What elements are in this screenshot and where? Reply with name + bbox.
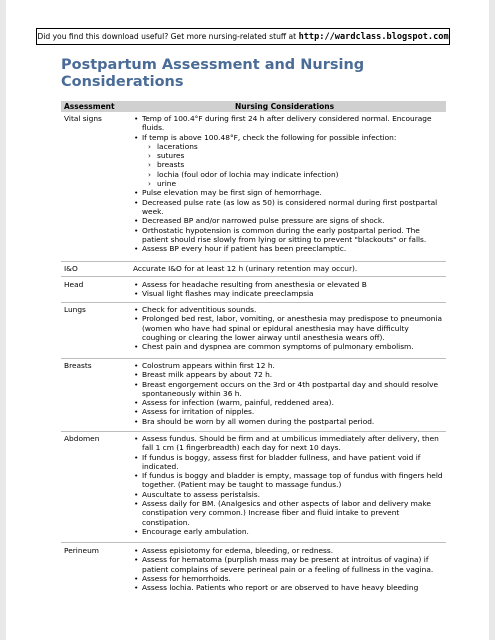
sub-list-item: › lochia (foul odor of lochia may indicate infection) xyxy=(133,170,445,179)
header-nursing-considerations: Nursing Considerations xyxy=(235,102,335,111)
considerations-list xyxy=(133,434,445,536)
document-page xyxy=(6,0,489,640)
sub-list-item: › sutures xyxy=(133,151,445,160)
list-item: • Visual light flashes may indicate preeclampsia xyxy=(133,289,445,298)
list-item: • Assess for infection (warm, painful, reddened area). xyxy=(133,398,445,407)
list-item: • Assess fundus. Should be firm and at umbilicus immediately after delivery, then fall 1 cm (1 fingerbreadth) each day for next 10 days. xyxy=(133,434,445,453)
list-item: • Chest pain and dyspnea are common symptoms of pulmonary embolism. xyxy=(133,342,445,351)
list-item: • Check for adventitious sounds. xyxy=(133,305,445,314)
title-line-1: Postpartum Assessment and Nursing xyxy=(61,57,365,73)
list-item: • Orthostatic hypotension is common during the early postpartal period. The patient should rise slowly from lying or sitting to prevent "blackouts" or falls. xyxy=(133,226,445,245)
list-item: • Prolonged bed rest, labor, vomiting, or anesthesia may predispose to pneumonia (women who have had spinal or epidural anesthesia may have difficulty coughing or clearing the lower airway until anesthesia wears off). xyxy=(133,314,445,342)
list-item: • Decreased pulse rate (as low as 50) is considered normal during first postpartal week. xyxy=(133,198,445,217)
list-item: • Assess episiotomy for edema, bleeding, or redness. xyxy=(133,546,445,555)
list-item: • Breast milk appears by about 72 h. xyxy=(133,370,445,379)
list-item: • Assess for headache resulting from anesthesia or elevated B xyxy=(133,280,445,289)
row-label: Abdomen xyxy=(64,434,100,443)
download-banner xyxy=(36,28,450,45)
list-item: • Auscultate to assess peristalsis. xyxy=(133,490,445,499)
separator-line xyxy=(61,276,446,277)
list-item: • Assess lochia. Patients who report or are observed to have heavy bleeding xyxy=(133,583,445,592)
list-item: • Assess for hematoma (purplish mass may be present at introitus of vagina) if patient complains of severe perineal pain or a feeling of fullness in the vagina. xyxy=(133,555,445,574)
list-item: • Pulse elevation may be first sign of hemorrhage. xyxy=(133,188,445,197)
row-label: Head xyxy=(64,280,84,289)
list-item: • Assess for irritation of nipples. xyxy=(133,407,445,416)
considerations-list xyxy=(133,546,445,592)
banner-url-link[interactable]: http://wardclass.blogspot.com xyxy=(298,32,449,42)
row-label: Perineum xyxy=(64,546,99,555)
row-label: Vital signs xyxy=(64,114,102,123)
row-label: I&O xyxy=(64,264,78,273)
list-item: • Breast engorgement occurs on the 3rd or 4th postpartal day and should resolve spontaneously within 36 h. xyxy=(133,380,445,399)
row-label: Lungs xyxy=(64,305,86,314)
separator-line xyxy=(61,542,446,543)
list-item: • Temp of 100.4°F during first 24 h after delivery considered normal. Encourage fluids. xyxy=(133,114,445,133)
sub-list-item: › breasts xyxy=(133,160,445,169)
separator-line xyxy=(61,302,446,303)
considerations-list xyxy=(133,305,445,351)
table-header xyxy=(61,101,446,112)
separator-line xyxy=(61,358,446,359)
banner-text: Did you find this download useful? Get more nursing-related stuff at xyxy=(37,32,299,41)
list-item: • Bra should be worn by all women during the postpartal period. xyxy=(133,417,445,426)
row-label: Breasts xyxy=(64,361,92,370)
list-item: • Colostrum appears within first 12 h. xyxy=(133,361,445,370)
list-item: • Encourage early ambulation. xyxy=(133,527,445,536)
separator-line xyxy=(61,261,446,262)
list-item: • If fundus is boggy and bladder is empty, massage top of fundus with fingers held together. (Patient may be taught to massage fundus.) xyxy=(133,471,445,490)
title-line-2: Considerations xyxy=(61,74,184,90)
considerations-list xyxy=(133,114,445,253)
page-title xyxy=(61,57,421,91)
header-assessment: Assessment xyxy=(64,102,115,111)
list-item: • Assess for hemorrhoids. xyxy=(133,574,445,583)
considerations-list xyxy=(133,361,445,426)
list-item: • If fundus is boggy, assess first for bladder fullness, and have patient void if indicated. xyxy=(133,453,445,472)
list-item: • Assess daily for BM. (Analgesics and other aspects of labor and delivery make constipation very common.) Increase fiber and fluid intake to prevent constipation. xyxy=(133,499,445,527)
row-text: Accurate I&O for at least 12 h (urinary retention may occur). xyxy=(133,264,358,273)
considerations-list xyxy=(133,280,445,299)
separator-line xyxy=(61,431,446,432)
sub-list-item: › lacerations xyxy=(133,142,445,151)
list-item: • If temp is above 100.48°F, check the following for possible infection: xyxy=(133,133,445,142)
list-item: • Assess BP every hour if patient has been preeclamptic. xyxy=(133,244,445,253)
sub-list-item: › urine xyxy=(133,179,445,188)
list-item: • Decreased BP and/or narrowed pulse pressure are signs of shock. xyxy=(133,216,445,225)
